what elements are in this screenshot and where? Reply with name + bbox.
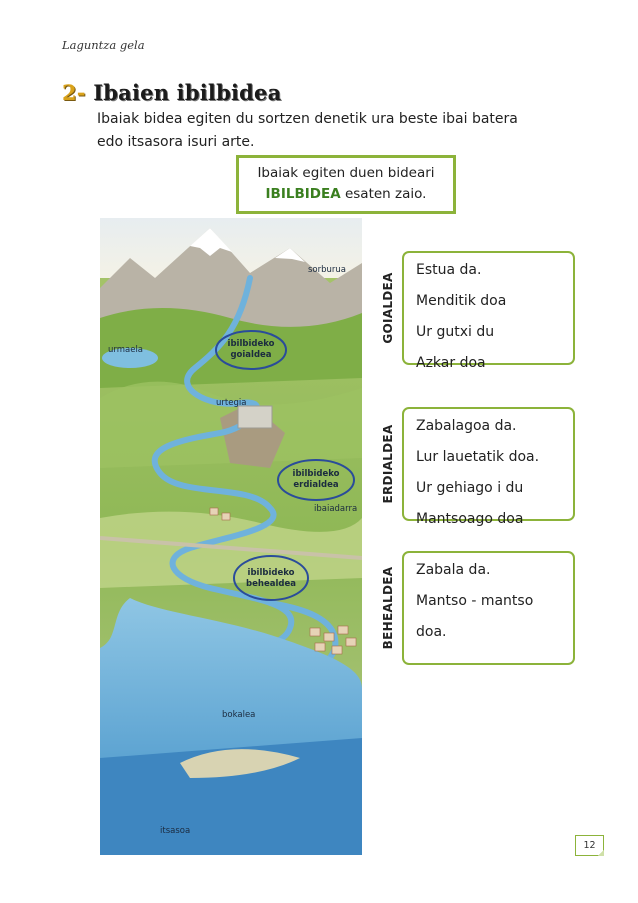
card-goialdea-line-4: Azkar doa (416, 355, 486, 371)
card-goialdea-lines (416, 255, 506, 379)
card-erdialdea (375, 407, 575, 527)
card-goialdea-heading: GOIALDEA (380, 272, 395, 344)
card-erdialdea-heading: ERDIALDEA (380, 424, 395, 504)
card-goialdea-line-2: Menditik doa (416, 293, 507, 309)
card-goialdea (375, 251, 575, 371)
card-behealdea-heading: BEHEALDEA (380, 566, 395, 650)
card-erdialdea-line-3: Ur gehiago i du (416, 480, 524, 496)
definition-sentence (239, 184, 453, 205)
definition-lead: Ibaiak egiten duen bideari (257, 165, 435, 181)
card-erdialdea-side (375, 407, 400, 521)
section-number: 2- (62, 80, 86, 105)
river-course-illustration (100, 218, 362, 855)
card-erdialdea-line-4: Mantsoago doa (416, 511, 524, 527)
card-behealdea-line-3: doa. (416, 624, 447, 640)
intro-line-2: edo itsasora isuri arte. (97, 134, 255, 150)
page-header: Laguntza gela (62, 38, 145, 52)
label-goialdea-1: ibilbideko (227, 339, 275, 349)
intro-line-1: Ibaiak bidea egiten du sortzen denetik ura beste ibai batera (97, 111, 518, 127)
card-goialdea-line-3: Ur gutxi du (416, 324, 495, 340)
card-goialdea-line-1: Estua da. (416, 262, 482, 278)
label-ibaiadarra: ibaiadarra (314, 504, 358, 514)
definition-box (236, 155, 456, 214)
label-urtegia: urtegia (216, 398, 247, 408)
card-goialdea-side (375, 251, 400, 365)
section-title-text: Ibaien ibilbidea (93, 80, 282, 105)
card-behealdea-line-1: Zabala da. (416, 562, 491, 578)
card-erdialdea-line-1: Zabalagoa da. (416, 418, 517, 434)
label-itsasoa: itsasoa (160, 826, 191, 836)
river-illustration-svg (100, 218, 362, 855)
label-urmaela: urmaela (108, 345, 144, 355)
definition-keyword: IBILBIDEA (265, 186, 341, 202)
intro-paragraph (97, 108, 577, 154)
label-bokalea: bokalea (222, 710, 256, 720)
label-behealdea-1: ibilbideko (247, 568, 295, 578)
label-erdialdea-2: erdialdea (293, 480, 339, 490)
card-behealdea-lines (416, 555, 533, 648)
card-behealdea (375, 551, 575, 665)
definition-rest: esaten zaio. (344, 186, 427, 202)
card-erdialdea-lines (416, 411, 539, 535)
card-erdialdea-line-2: Lur lauetatik doa. (416, 449, 540, 465)
card-behealdea-line-2: Mantso - mantso (416, 593, 534, 609)
label-goialdea-2: goialdea (230, 350, 272, 360)
section-title (62, 80, 281, 105)
card-behealdea-side (375, 551, 400, 665)
label-erdialdea-1: ibilbideko (292, 469, 340, 479)
label-behealdea-2: behealdea (246, 579, 296, 589)
page-number: 12 (575, 835, 604, 856)
label-sorburua: sorburua (308, 265, 346, 275)
